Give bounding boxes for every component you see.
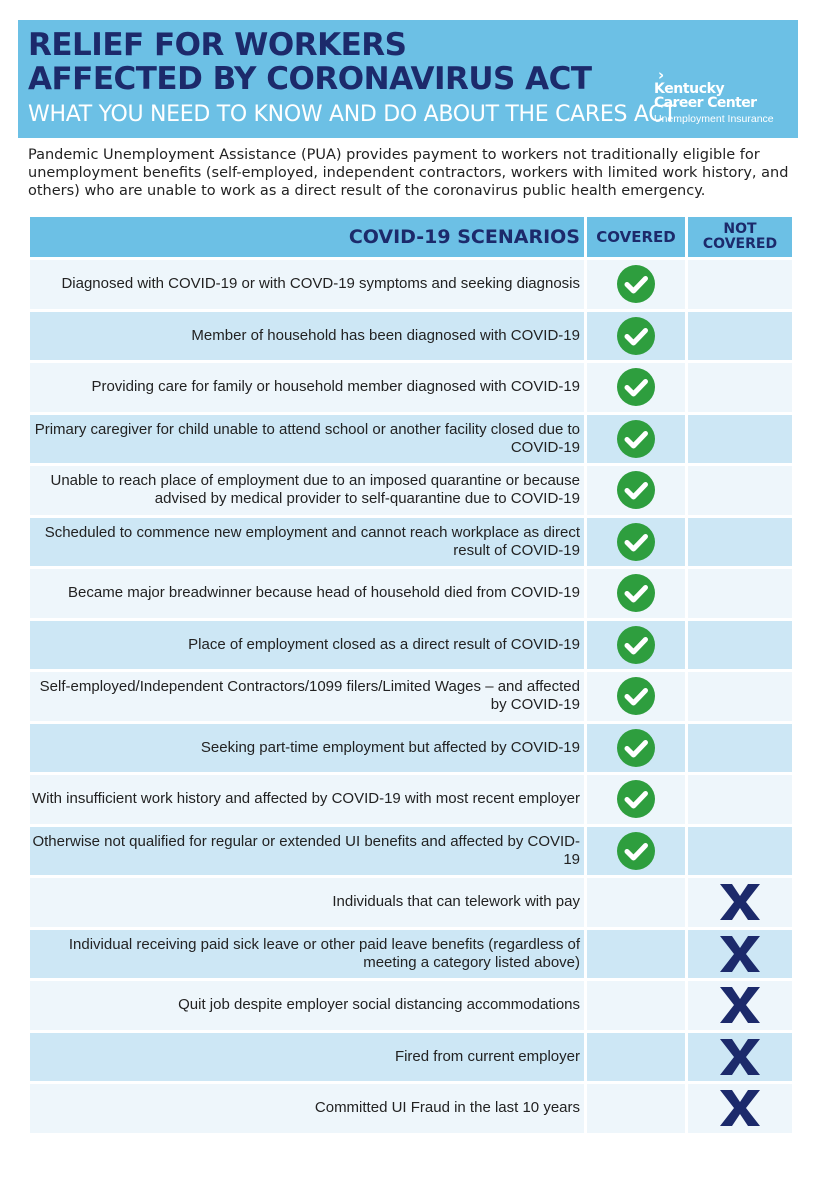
check-circle-icon: [616, 419, 656, 459]
table-row: [30, 518, 792, 567]
scenario-text: Providing care for family or household member diagnosed with COVID-19: [91, 378, 580, 396]
check-circle-icon: [616, 316, 656, 356]
scenario-text: Individuals that can telework with pay: [332, 893, 580, 911]
table-body: [30, 260, 792, 1133]
check-circle-icon: [616, 264, 656, 304]
scenario-text: Primary caregiver for child unable to attend school or another facility closed due to COVID-19: [34, 420, 580, 456]
header-covered: COVERED: [587, 217, 685, 257]
covered-cell: [587, 724, 685, 773]
table-row: [30, 930, 792, 979]
intro-paragraph: Pandemic Unemployment Assistance (PUA) provides payment to workers not traditionally eligible for unemployment benefits (self-employed, independent contractors, workers with limited work history, and others) who are unable to work as a direct result of the coronavirus public health emergency.: [28, 147, 789, 199]
page-subtitle: WHAT YOU NEED TO KNOW AND DO ABOUT THE CARES ACT: [28, 102, 677, 127]
covered-cell: [587, 1033, 685, 1082]
check-circle-icon: [616, 831, 656, 871]
scenario-text: Self-employed/Independent Contractors/1099 filers/Limited Wages – and affected by COVID-19: [39, 678, 580, 714]
table-row: [30, 878, 792, 927]
scenario-cell: [30, 518, 584, 567]
covered-cell: [587, 466, 685, 515]
scenario-cell: [30, 724, 584, 773]
check-circle-icon: [616, 522, 656, 562]
scenario-cell: [30, 363, 584, 412]
header-scenarios: COVID-19 SCENARIOS: [30, 217, 584, 257]
scenario-text: Individual receiving paid sick leave or other paid leave benefits (regardless of meeting a category listed above): [68, 935, 580, 971]
check-circle-icon: [616, 728, 656, 768]
scenario-text: Otherwise not qualified for regular or extended UI benefits and affected by COVID-19: [32, 832, 580, 868]
not-covered-cell: [688, 1084, 792, 1133]
scenario-cell: [30, 775, 584, 824]
logo-line-2: Career Center: [654, 95, 757, 111]
table-row: [30, 312, 792, 361]
table-row: [30, 621, 792, 670]
scenario-cell: [30, 981, 584, 1030]
covered-cell: [587, 363, 685, 412]
scenarios-table: [30, 217, 792, 1136]
title-line-2: AFFECTED BY CORONAVIRUS ACT: [28, 61, 592, 97]
scenario-cell: [30, 260, 584, 309]
table-row: [30, 1084, 792, 1133]
table-row: [30, 466, 792, 515]
header-not-covered: [688, 217, 792, 257]
not-covered-cell: [688, 415, 792, 464]
scenario-text: Place of employment closed as a direct result of COVID-19: [188, 635, 580, 653]
x-mark-icon: [717, 1037, 763, 1077]
x-mark-icon: [717, 934, 763, 974]
scenario-cell: [30, 672, 584, 721]
covered-cell: [587, 672, 685, 721]
table-row: [30, 363, 792, 412]
not-covered-cell: [688, 621, 792, 670]
covered-cell: [587, 569, 685, 618]
scenario-text: With insufficient work history and affected by COVID-19 with most recent employer: [31, 790, 580, 808]
covered-cell: [587, 827, 685, 876]
scenario-text: Member of household has been diagnosed with COVID-19: [191, 326, 580, 344]
scenario-cell: [30, 827, 584, 876]
table-row: [30, 415, 792, 464]
title-line-1: RELIEF FOR WORKERS: [28, 27, 407, 63]
not-covered-cell: [688, 466, 792, 515]
logo-chevron-icon: ›: [658, 66, 665, 84]
table-row: [30, 569, 792, 618]
check-circle-icon: [616, 470, 656, 510]
scenario-text: Diagnosed with COVID-19 or with COVD-19 symptoms and seeking diagnosis: [61, 275, 580, 293]
not-covered-cell: [688, 569, 792, 618]
table-row: [30, 672, 792, 721]
check-circle-icon: [616, 367, 656, 407]
covered-cell: [587, 930, 685, 979]
not-covered-cell: [688, 775, 792, 824]
covered-cell: [587, 981, 685, 1030]
table-row: [30, 775, 792, 824]
scenario-text: Became major breadwinner because head of household died from COVID-19: [68, 584, 580, 602]
covered-cell: [587, 518, 685, 567]
not-covered-cell: [688, 363, 792, 412]
not-covered-cell: [688, 518, 792, 567]
x-mark-icon: [717, 985, 763, 1025]
scenario-text: Unable to reach place of employment due to an imposed quarantine or because advised by medical provider to self-quarantine due to COVID-19: [50, 472, 580, 508]
covered-cell: [587, 415, 685, 464]
scenario-text: Quit job despite employer social distancing accommodations: [178, 996, 580, 1014]
not-covered-cell: [688, 981, 792, 1030]
not-covered-cell: [688, 312, 792, 361]
scenario-text: Committed UI Fraud in the last 10 years: [314, 1099, 580, 1117]
header-not-covered-line-2: COVERED: [702, 236, 778, 252]
scenario-cell: [30, 415, 584, 464]
header-banner: [18, 20, 798, 138]
check-circle-icon: [616, 779, 656, 819]
scenario-text: Scheduled to commence new employment and cannot reach workplace as direct result of COVID-19: [44, 523, 580, 559]
covered-cell: [587, 621, 685, 670]
check-circle-icon: [616, 573, 656, 613]
scenario-cell: [30, 466, 584, 515]
table-header-row: [30, 217, 792, 257]
covered-cell: [587, 878, 685, 927]
logo-line-1: Kentucky: [654, 81, 725, 97]
scenario-cell: [30, 930, 584, 979]
scenario-text: Seeking part-time employment but affected by COVID-19: [200, 738, 580, 756]
covered-cell: [587, 1084, 685, 1133]
table-row: [30, 724, 792, 773]
not-covered-cell: [688, 724, 792, 773]
table-row: [30, 260, 792, 309]
not-covered-cell: [688, 260, 792, 309]
covered-cell: [587, 312, 685, 361]
table-row: [30, 1033, 792, 1082]
x-mark-icon: [717, 1088, 763, 1128]
scenario-cell: [30, 569, 584, 618]
table-row: [30, 827, 792, 876]
logo-line-3: Unemployment Insurance: [654, 113, 774, 125]
scenario-cell: [30, 1033, 584, 1082]
scenario-text: Fired from current employer: [394, 1047, 580, 1065]
header-not-covered-line-1: NOT: [723, 221, 757, 237]
scenario-cell: [30, 1084, 584, 1133]
not-covered-cell: [688, 930, 792, 979]
not-covered-cell: [688, 672, 792, 721]
table-row: [30, 981, 792, 1030]
scenario-cell: [30, 878, 584, 927]
page-title: [28, 28, 592, 96]
check-circle-icon: [616, 676, 656, 716]
scenario-cell: [30, 621, 584, 670]
not-covered-cell: [688, 1033, 792, 1082]
not-covered-cell: [688, 878, 792, 927]
covered-cell: [587, 260, 685, 309]
x-mark-icon: [717, 882, 763, 922]
check-circle-icon: [616, 625, 656, 665]
not-covered-cell: [688, 827, 792, 876]
covered-cell: [587, 775, 685, 824]
scenario-cell: [30, 312, 584, 361]
